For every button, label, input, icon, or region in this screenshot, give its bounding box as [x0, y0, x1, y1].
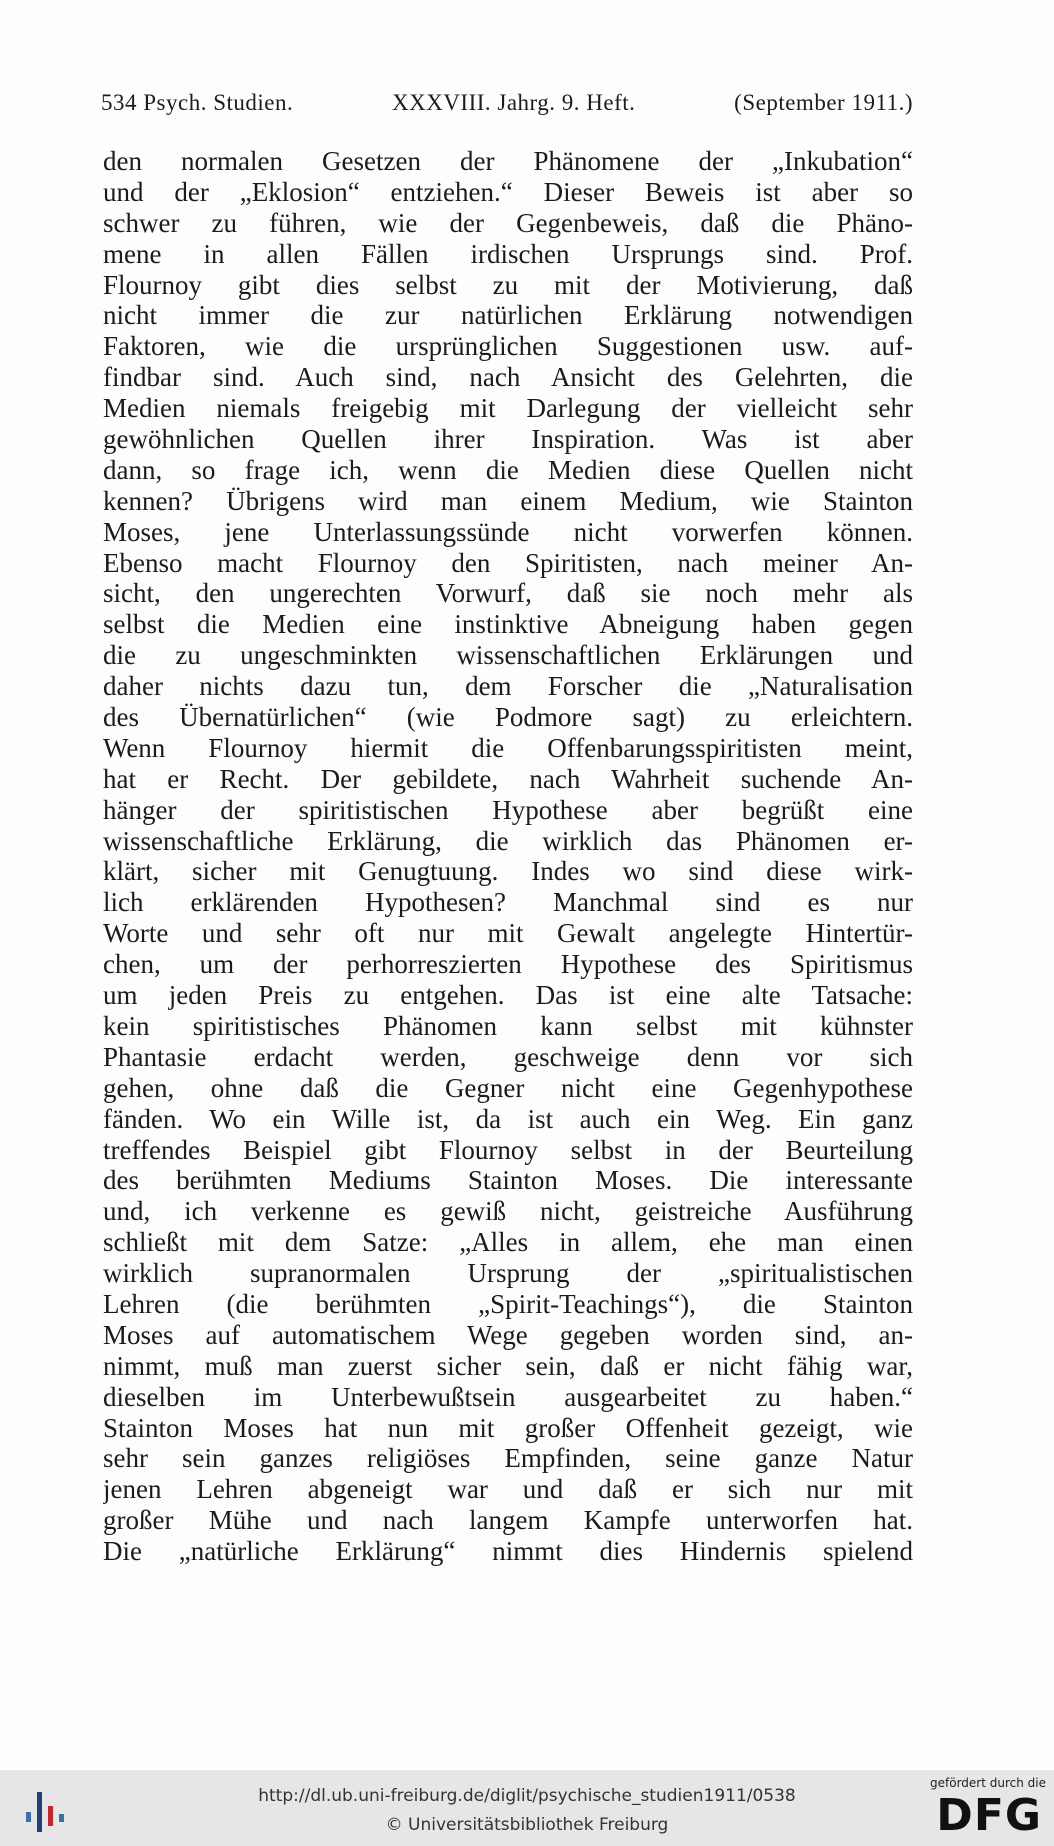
text-line: Phantasie erdacht werden, geschweige denn vor sich: [103, 1041, 913, 1072]
text-line: dieselben im Unterbewußtsein ausgearbeitet zu haben.“: [103, 1381, 913, 1412]
text-line: Worte und sehr oft nur mit Gewalt angelegte Hintertür-: [103, 918, 913, 949]
funding-note: gefördert durch die: [930, 1776, 1046, 1790]
text-line: daher nichts dazu tun, dem Forscher die „Naturalisation: [103, 671, 913, 702]
text-line: jenen Lehren abgeneigt war und daß er sich nur mit: [103, 1474, 913, 1505]
text-line: hänger der spiritistischen Hypothese aber begrüßt eine: [103, 794, 913, 825]
text-line: Wenn Flournoy hiermit die Offenbarungsspiritisten meint,: [103, 732, 913, 763]
text-line: kein spiritistisches Phänomen kann selbst mit kühnster: [103, 1010, 913, 1041]
text-line: lich erklärenden Hypothesen? Manchmal sind es nur: [103, 887, 913, 918]
text-line: sicht, den ungerechten Vorwurf, daß sie noch mehr als: [103, 578, 913, 609]
text-line: selbst die Medien eine instinktive Abneigung haben gegen: [103, 609, 913, 640]
text-line: Die „natürliche Erklärung“ nimmt dies Hindernis spielend: [103, 1536, 913, 1567]
text-line: Flournoy gibt dies selbst zu mit der Motivierung, daß: [103, 269, 913, 300]
text-line: hat er Recht. Der gebildete, nach Wahrheit suchende An-: [103, 763, 913, 794]
text-line: wirklich supranormalen Ursprung der „spiritualistischen: [103, 1258, 913, 1289]
text-line: treffendes Beispiel gibt Flournoy selbst in der Beurteilung: [103, 1134, 913, 1165]
text-line: um jeden Preis zu entgehen. Das ist eine alte Tatsache:: [103, 980, 913, 1011]
running-head-date: (September 1911.): [734, 90, 913, 115]
text-line: nicht immer die zur natürlichen Erklärung notwendigen: [103, 300, 913, 331]
text-line: Lehren (die berühmten „Spirit-Teachings“), die Stainton: [103, 1288, 913, 1319]
footer-bar: [0, 1770, 1054, 1846]
dfg-funding-logo: [920, 1776, 1046, 1842]
text-line: klärt, sicher mit Genugtuung. Indes wo sind diese wirk-: [103, 856, 913, 887]
text-line: Faktoren, wie die ursprünglichen Suggestionen usw. auf-: [103, 331, 913, 362]
dfg-logo-text: DFG: [936, 1790, 1042, 1841]
text-line: den normalen Gesetzen der Phänomene der „Inkubation“: [103, 146, 913, 176]
text-line: kennen? Übrigens wird man einem Medium, wie Stainton: [103, 485, 913, 516]
text-line: sehr sein ganzes religiöses Empfinden, seine ganze Natur: [103, 1443, 913, 1474]
text-line: und der „Eklosion“ entziehen.“ Dieser Beweis ist aber so: [103, 176, 913, 207]
text-line: fänden. Wo ein Wille ist, da ist auch ein Weg. Ein ganz: [103, 1103, 913, 1134]
text-line: nimmt, muß man zuerst sicher sein, daß er nicht fähig war,: [103, 1350, 913, 1381]
text-line: schließt mit dem Satze: „Alles in allem, ehe man einen: [103, 1227, 913, 1258]
text-line: Moses auf automatischem Wege gegeben worden sind, an-: [103, 1319, 913, 1350]
text-line: Ebenso macht Flournoy den Spiritisten, nach meiner An-: [103, 547, 913, 578]
text-line: mene in allen Fällen irdischen Ursprungs sind. Prof.: [103, 238, 913, 269]
text-line: großer Mühe und nach langem Kampfe unterworfen hat.: [103, 1505, 913, 1536]
text-line: dann, so frage ich, wenn die Medien diese Quellen nicht: [103, 454, 913, 485]
text-line: die zu ungeschminkten wissenschaftlichen Erklärungen und: [103, 640, 913, 671]
text-line: Moses, jene Unterlassungssünde nicht vorwerfen können.: [103, 516, 913, 547]
source-url-link[interactable]: http://dl.ub.uni-freiburg.de/diglit/psychische_studien1911/0538: [258, 1786, 796, 1806]
text-line: wissenschaftliche Erklärung, die wirklich das Phänomen er-: [103, 825, 913, 856]
running-head: [101, 90, 913, 116]
text-line: gehen, ohne daß die Gegner nicht eine Gegenhypothese: [103, 1072, 913, 1103]
text-line: des Übernatürlichen“ (wie Podmore sagt) zu erleichtern.: [103, 702, 913, 733]
text-line: des berühmten Mediums Stainton Moses. Die interessante: [103, 1165, 913, 1196]
text-line: und, ich verkenne es gewiß nicht, geistreiche Ausführung: [103, 1196, 913, 1227]
text-line: chen, um der perhorreszierten Hypothese des Spiritismus: [103, 949, 913, 980]
running-head-volume-issue: XXXVIII. Jahrg. 9. Heft.: [391, 90, 636, 115]
body-text: [103, 146, 913, 1567]
text-line: findbar sind. Auch sind, nach Ansicht des Gelehrten, die: [103, 362, 913, 393]
text-line: Stainton Moses hat nun mit großer Offenheit gezeigt, wie: [103, 1412, 913, 1443]
text-line: gewöhnlichen Quellen ihrer Inspiration. Was ist aber: [103, 424, 913, 455]
running-head-page-and-journal: 534 Psych. Studien.: [101, 90, 294, 115]
text-line: Medien niemals freigebig mit Darlegung der vielleicht sehr: [103, 393, 913, 424]
copyright-notice: © Universitätsbibliothek Freiburg: [385, 1815, 669, 1835]
text-line: schwer zu führen, wie der Gegenbeweis, daß die Phäno-: [103, 207, 913, 238]
